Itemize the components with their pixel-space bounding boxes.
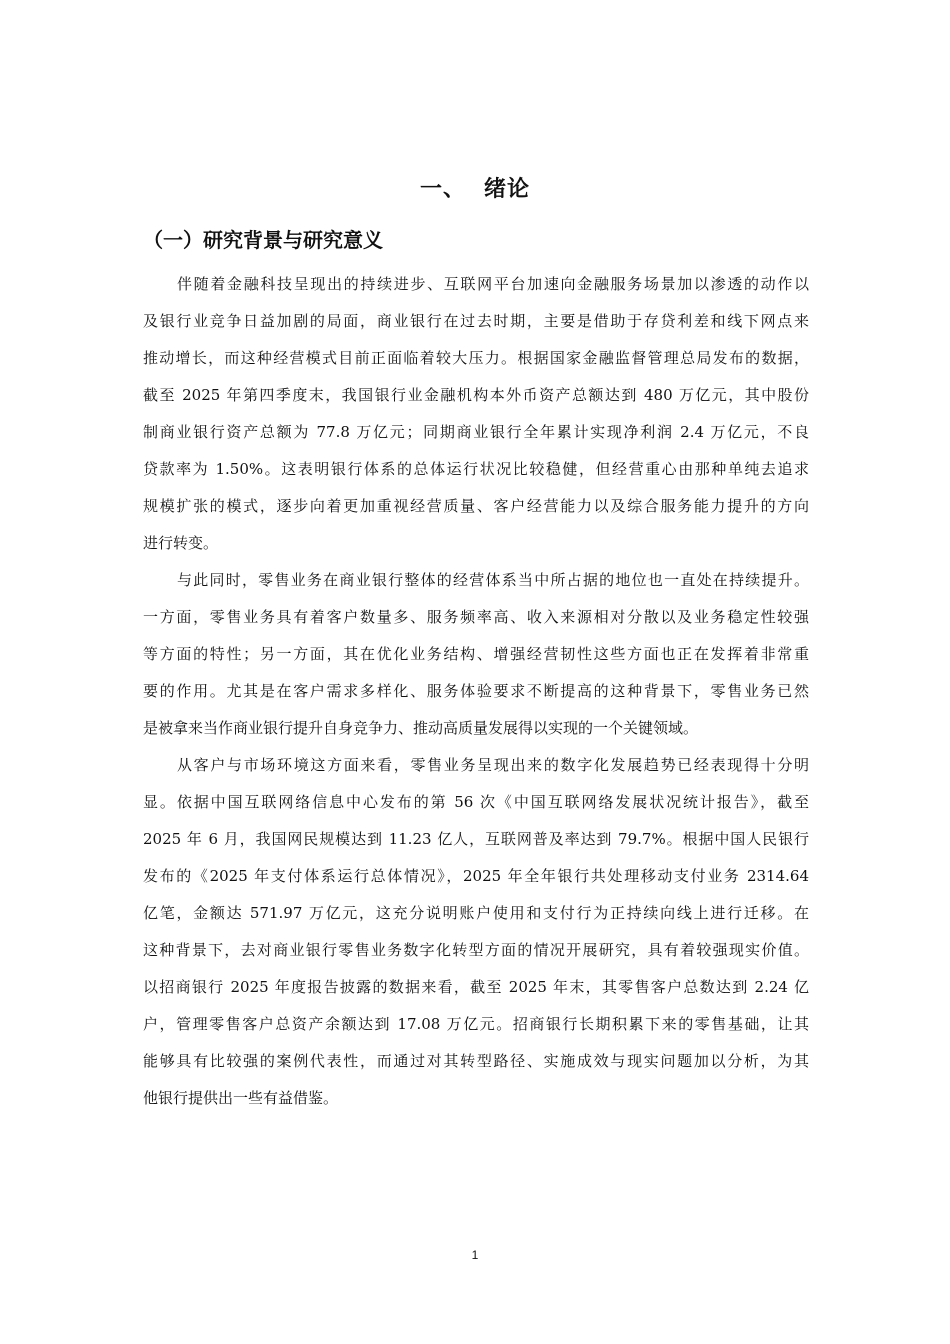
- paragraph-line: 是被拿来当作商业银行提升自身竞争力、推动高质量发展得以实现的一个关键领域。: [143, 719, 699, 737]
- chapter-number: 一、: [419, 177, 466, 202]
- paragraph-line: 发布的《2025 年支付体系运行总体情况》，2025 年全年银行共处理移动支付业务 2314.64: [143, 867, 809, 885]
- paragraph-line: 截至 2025 年第四季度末，我国银行业金融机构本外币资产总额达到 480 万亿元，其中股份: [143, 386, 809, 404]
- paragraph-line: 与此同时，零售业务在商业银行整体的经营体系当中所占据的地位也一直处在持续提升。: [177, 571, 809, 589]
- paragraph-line: 从客户与市场环境这方面来看，零售业务呈现出来的数字化发展趋势已经表现得十分明: [177, 756, 809, 774]
- paragraph-line: 亿笔，金额达 571.97 万亿元，这充分说明账户使用和支付行为正持续向线上进行迁移。在: [143, 904, 809, 922]
- paragraph-line: 户，管理零售客户总资产余额达到 17.08 万亿元。招商银行长期积累下来的零售基础，让其: [143, 1015, 809, 1033]
- paragraph-line: 一方面，零售业务具有着客户数量多、服务频率高、收入来源相对分散以及业务稳定性较强: [143, 608, 809, 626]
- body-text: [143, 266, 809, 1117]
- paragraph-line: 能够具有比较强的案例代表性，而通过对其转型路径、实施成效与现实问题加以分析，为其: [143, 1052, 809, 1070]
- page-number: 1: [471, 1248, 479, 1262]
- chapter-heading: [0, 174, 950, 206]
- paragraph-line: 制商业银行资产总额为 77.8 万亿元；同期商业银行全年累计实现净利润 2.4 万亿元，不良: [143, 423, 809, 441]
- section-heading: （一）研究背景与研究意义: [143, 228, 383, 252]
- paragraph-line: 规模扩张的模式，逐步向着更加重视经营质量、客户经营能力以及综合服务能力提升的方向: [143, 497, 809, 515]
- paragraph-line: 伴随着金融科技呈现出的持续进步、互联网平台加速向金融服务场景加以渗透的动作以: [177, 275, 809, 293]
- paragraph-line: 进行转变。: [143, 534, 219, 552]
- paragraph-3: [143, 747, 809, 1117]
- paragraph-1: [143, 266, 809, 562]
- paragraph-line: 他银行提供出一些有益借鉴。: [143, 1089, 339, 1107]
- paragraph-line: 以招商银行 2025 年度报告披露的数据来看，截至 2025 年末，其零售客户总数达到 2.24 亿: [143, 978, 809, 996]
- paragraph-line: 要的作用。尤其是在客户需求多样化、服务体验要求不断提高的这种背景下，零售业务已然: [143, 682, 809, 700]
- paragraph-line: 这种背景下，去对商业银行零售业务数字化转型方面的情况开展研究，具有着较强现实价值。: [143, 941, 809, 959]
- paragraph-line: 显。依据中国互联网络信息中心发布的第 56 次《中国互联网络发展状况统计报告》，截至: [143, 793, 809, 811]
- paragraph-line: 2025 年 6 月，我国网民规模达到 11.23 亿人，互联网普及率达到 79.7%。根据中国人民银行: [143, 830, 809, 848]
- paragraph-line: 等方面的特性；另一方面，其在优化业务结构、增强经营韧性这些方面也正在发挥着非常重: [143, 645, 809, 663]
- paragraph-line: 推动增长，而这种经营模式目前正面临着较大压力。根据国家金融监督管理总局发布的数据，: [143, 349, 809, 367]
- paragraph-line: 贷款率为 1.50%。这表明银行体系的总体运行状况比较稳健，但经营重心由那种单纯去追求: [143, 460, 809, 478]
- paragraph-line: 及银行业竞争日益加剧的局面，商业银行在过去时期，主要是借助于存贷利差和线下网点来: [143, 312, 809, 330]
- chapter-title-text: 绪论: [484, 177, 531, 202]
- paragraph-2: [143, 562, 809, 747]
